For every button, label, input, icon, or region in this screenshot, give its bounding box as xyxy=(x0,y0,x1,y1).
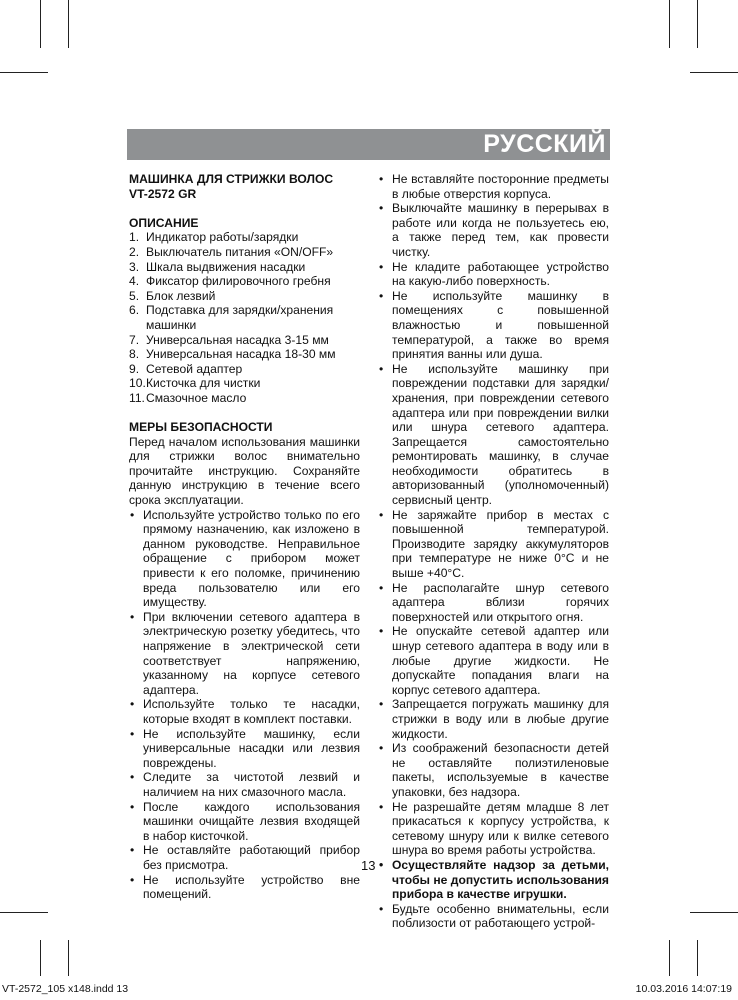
safety-item: • Не заряжайте прибор в местах с повышенной температурой. Производите зарядку аккумуляторов при температуре не ниже 0°C и не выше +40°C. xyxy=(378,508,609,581)
crop-mark xyxy=(0,72,48,73)
footer-date: 10.03.2016 14:07:19 xyxy=(635,983,732,995)
safety-item: • Не используйте машинку в помещениях с повышенной влажностью и повышенной температурой, а также во время принятия ванны или душа. xyxy=(378,289,609,362)
item-text: Блок лезвий xyxy=(146,288,216,303)
safety-item: • Используйте только те насадки, которые входят в комплект поставки. xyxy=(129,697,360,726)
crop-mark xyxy=(68,940,69,976)
description-item xyxy=(129,274,360,289)
safety-item: • Не используйте машинку при повреждении подставки для зарядки/хранения, при повреждении сетевого адаптера или при повреждении вилки или шнура сетевого адаптера. Запрещается самостоятельно ремонтировать машинку, в случае необходимости обратитесь в авторизованный (уполномоченный) сервисный центр. xyxy=(378,362,609,508)
crop-mark xyxy=(697,940,698,976)
safety-item: • Выключайте машинку в перерывах в работе или когда не пользуетесь ею, а также перед тем, как провести чистку. xyxy=(378,201,609,259)
safety-item: • После каждого использования машинки очищайте лезвия входящей в набор кисточкой. xyxy=(129,800,360,844)
item-text: Смазочное масло xyxy=(146,390,247,405)
page-number: 13 xyxy=(361,858,376,873)
description-item xyxy=(129,347,360,362)
item-text: Кисточка для чистки xyxy=(146,376,261,391)
description-item xyxy=(129,230,360,245)
description-item xyxy=(129,260,360,275)
description-heading: ОПИСАНИЕ xyxy=(129,215,199,230)
safety-item: • Не располагайте шнур сетевого адаптера вблизи горячих поверхностей или открытого огня. xyxy=(378,581,609,625)
description-list xyxy=(129,230,360,405)
crop-mark xyxy=(690,912,738,913)
safety-list-left xyxy=(129,508,360,902)
crop-mark xyxy=(669,0,670,48)
safety-item: • Не используйте машинку, если универсальные насадки или лезвия повреждены. xyxy=(129,727,360,771)
safety-item: • Осуществляйте надзор за детьми, чтобы не допустить использования прибора в качестве игрушки. xyxy=(378,858,609,902)
item-number: 6. xyxy=(129,303,140,318)
item-number: 3. xyxy=(129,259,140,274)
crop-mark xyxy=(697,0,698,48)
item-text: Сетевой адаптер xyxy=(146,361,243,376)
product-title: МАШИНКА ДЛЯ СТРИЖКИ ВОЛОС xyxy=(129,172,334,186)
item-number: 5. xyxy=(129,288,140,303)
crop-mark xyxy=(690,72,738,73)
safety-item: • Не вставляйте посторонние предметы в любые отверстия корпуса. xyxy=(378,172,609,201)
item-text: Универсальная насадка 3-15 мм xyxy=(146,332,329,347)
safety-item: • Не разрешайте детям младше 8 лет прикасаться к корпусу устройства, к сетевому шнуру или к вилке сетевого шнура во время работы устройства. xyxy=(378,800,609,858)
description-item xyxy=(129,391,360,406)
description-item xyxy=(129,333,360,348)
item-text: Выключатель питания «ON/OFF» xyxy=(146,244,334,259)
item-number: 10. xyxy=(129,376,146,391)
product-model: VT-2572 GR xyxy=(129,186,197,201)
item-number: 2. xyxy=(129,244,140,259)
item-text: Фиксатор филировочного гребня xyxy=(146,274,331,289)
description-item xyxy=(129,303,360,332)
safety-item: • Не кладите работающее устройство на какую-либо поверхность. xyxy=(378,260,609,289)
safety-item: • Не опускайте сетевой адаптер или шнур сетевого адаптера в воду или в любые другие жидкости. Не допускайте попадания влаги на корпус сетевого адаптера. xyxy=(378,624,609,697)
right-column xyxy=(378,172,609,931)
safety-item: • Не оставляйте работающий прибор без присмотра. xyxy=(129,843,360,872)
description-item xyxy=(129,362,360,377)
description-item xyxy=(129,289,360,304)
language-banner xyxy=(127,129,610,160)
safety-intro: Перед началом использования машинки для стрижки волос внимательно прочитайте инструкцию. Сохраняйте данную инструкцию в течение всего срока эксплуатации. xyxy=(129,434,360,508)
item-number: 4. xyxy=(129,274,140,289)
crop-mark xyxy=(40,940,41,976)
safety-heading: МЕРЫ БЕЗОПАСНОСТИ xyxy=(129,420,273,435)
item-number: 1. xyxy=(129,230,140,245)
safety-item: • Используйте устройство только по его прямому назначению, как изложено в данном руководстве. Неправильное обращение с прибором может привести к его поломке, причинению вреда пользователю или его имуществу. xyxy=(129,508,360,610)
description-item xyxy=(129,376,360,391)
safety-item: • Запрещается погружать машинку для стрижки в воду или в любые другие жидкости. xyxy=(378,697,609,741)
item-number: 11. xyxy=(129,390,145,405)
safety-item: • Следите за чистотой лезвий и наличием на них смазочного масла. xyxy=(129,770,360,799)
left-column xyxy=(129,172,360,902)
item-number: 7. xyxy=(129,332,140,347)
safety-item: • Будьте особенно внимательны, если поблизости от работающего устрой- xyxy=(378,902,609,931)
safety-item: • Не используйте устройство вне помещений. xyxy=(129,873,360,902)
crop-mark xyxy=(68,0,69,48)
crop-mark xyxy=(40,0,41,48)
item-text: Индикатор работы/зарядки xyxy=(146,230,299,245)
item-text: Универсальная насадка 18-30 мм xyxy=(146,347,336,362)
language-title: РУССКИЙ xyxy=(483,130,606,158)
crop-mark xyxy=(669,940,670,976)
item-number: 8. xyxy=(129,347,140,362)
description-item xyxy=(129,245,360,260)
safety-item: • Из соображений безопасности детей не оставляйте полиэтиленовые пакеты, используемые в качестве упаковки, без надзора. xyxy=(378,741,609,799)
item-text: Подставка для зарядки/хранения машинки xyxy=(146,303,334,332)
safety-list-right xyxy=(378,172,609,931)
safety-item: • При включении сетевого адаптера в электрическую розетку убедитесь, что напряжение в электрической сети соответствует напряжению, указанному на корпусе сетевого адаптера. xyxy=(129,610,360,698)
footer-file-info: VT-2572_105 x148.indd 13 xyxy=(2,983,129,995)
item-number: 9. xyxy=(129,361,140,376)
item-text: Шкала выдвижения насадки xyxy=(146,259,306,274)
crop-mark xyxy=(0,912,48,913)
